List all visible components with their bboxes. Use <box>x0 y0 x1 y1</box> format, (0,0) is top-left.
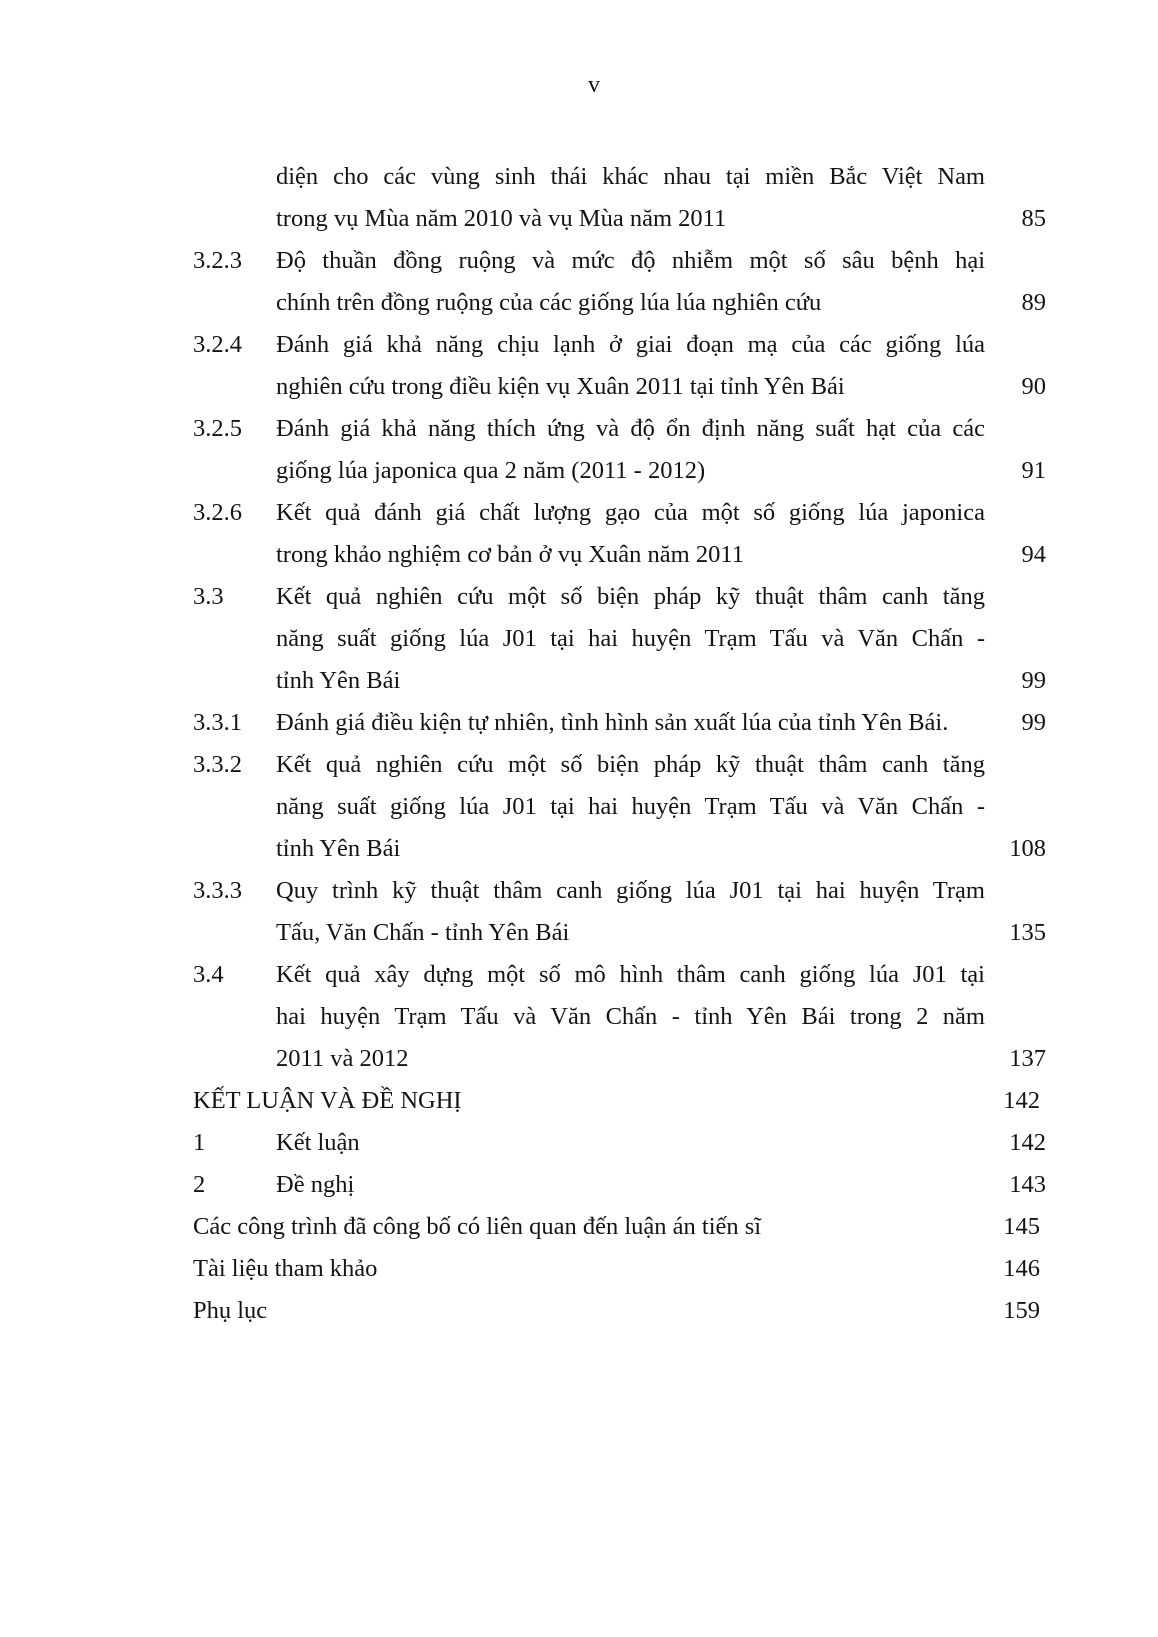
toc-title-line <box>276 996 985 1038</box>
toc-title-line <box>193 1080 1043 1122</box>
toc-section-number: 1 <box>193 1129 206 1156</box>
toc-entry <box>193 1248 1043 1290</box>
toc-entry <box>193 576 1046 702</box>
toc-section-number: 3.3.2 <box>193 751 242 778</box>
toc-title-line <box>276 786 985 828</box>
toc-title-line <box>276 744 985 786</box>
toc-title-line <box>276 1122 1043 1164</box>
toc-section-number: 3.2.3 <box>193 247 242 274</box>
toc-title-text: chính trên đồng ruộng của các giống lúa lúa nghiên cứu <box>276 289 822 316</box>
toc-title-text: Đánh giá khả năng chịu lạnh ở giai đoạn mạ của các giống lúa <box>276 331 985 358</box>
toc-section-number: 3.3 <box>193 583 224 610</box>
toc-title-text: năng suất giống lúa J01 tại hai huyện Trạm Tấu và Văn Chấn - <box>276 625 985 652</box>
toc-page-number: 89 <box>1021 289 1046 316</box>
toc-title-text: hai huyện Trạm Tấu và Văn Chấn - tỉnh Yên Bái trong 2 năm <box>276 1003 985 1030</box>
toc-page-number: 99 <box>1021 709 1046 736</box>
toc-title-text: Kết quả nghiên cứu một số biện pháp kỹ thuật thâm canh tăng <box>276 583 985 610</box>
toc-entry <box>193 1080 1043 1122</box>
toc-page-number: 142 <box>1003 1087 1040 1114</box>
toc-page-number: 137 <box>1009 1045 1046 1072</box>
toc-title-text: trong vụ Mùa năm 2010 và vụ Mùa năm 2011 <box>276 205 727 232</box>
toc-title-line <box>276 492 985 534</box>
toc-title-line <box>276 450 1043 492</box>
toc-title-line <box>193 1248 1043 1290</box>
toc-title-text: KẾT LUẬN VÀ ĐỀ NGHỊ <box>193 1087 462 1114</box>
toc-title-line <box>276 408 985 450</box>
toc-entry <box>193 954 1046 1080</box>
toc-title-line <box>276 156 985 198</box>
toc-page-number: 85 <box>1021 205 1046 232</box>
toc-title-text: Kết quả đánh giá chất lượng gạo của một số giống lúa japonica <box>276 499 985 526</box>
toc-section-number: 3.2.5 <box>193 415 242 442</box>
toc-title-text: Phụ lục <box>193 1297 268 1324</box>
toc-title-text: Đánh giá khả năng thích ứng và độ ổn định năng suất hạt của các <box>276 415 985 442</box>
toc-page-number: 145 <box>1003 1213 1040 1240</box>
toc-page-number: 108 <box>1009 835 1046 862</box>
toc-page-number: 94 <box>1021 541 1046 568</box>
toc-title-text: Kết quả xây dựng một số mô hình thâm canh giống lúa J01 tại <box>276 961 985 988</box>
toc-section-number: 3.3.1 <box>193 709 242 736</box>
toc-title-line <box>193 1206 1043 1248</box>
toc-page-number: 143 <box>1009 1171 1046 1198</box>
toc-title-line <box>276 240 985 282</box>
toc-entry <box>193 1206 1043 1248</box>
toc-entry <box>193 1290 1043 1332</box>
toc-title-line <box>193 1290 1043 1332</box>
toc-page-number: 135 <box>1009 919 1046 946</box>
toc-title-line <box>276 324 985 366</box>
toc-title-line <box>276 912 1043 954</box>
toc-title-text: trong khảo nghiệm cơ bản ở vụ Xuân năm 2011 <box>276 541 744 568</box>
toc-page-number: 142 <box>1009 1129 1046 1156</box>
toc-title-text: tỉnh Yên Bái <box>276 835 401 862</box>
toc-entry <box>193 744 1046 870</box>
toc-title-text: tỉnh Yên Bái <box>276 667 401 694</box>
toc-entry <box>193 1164 1046 1206</box>
toc-title-line <box>276 576 985 618</box>
toc-page-number: 146 <box>1003 1255 1040 1282</box>
toc-section-number: 3.4 <box>193 961 224 988</box>
toc-title-line <box>276 618 985 660</box>
toc-title-text: Tấu, Văn Chấn - tỉnh Yên Bái <box>276 919 570 946</box>
toc-title-line <box>276 1164 1043 1206</box>
toc-page-number: 91 <box>1021 457 1046 484</box>
toc-entry <box>193 702 1046 744</box>
toc-entry <box>193 240 1046 324</box>
toc-title-text: Quy trình kỹ thuật thâm canh giống lúa J01 tại hai huyện Trạm <box>276 877 985 904</box>
toc-title-line <box>276 282 1043 324</box>
toc-title-line <box>276 534 1043 576</box>
toc-title-text: Đánh giá điều kiện tự nhiên, tình hình sản xuất lúa của tỉnh Yên Bái. <box>276 709 949 736</box>
table-of-contents <box>193 156 1046 1332</box>
toc-title-text: giống lúa japonica qua 2 năm (2011 - 2012) <box>276 457 706 484</box>
toc-title-line <box>276 198 1043 240</box>
toc-section-number: 3.2.4 <box>193 331 242 358</box>
toc-title-text: Đề nghị <box>276 1171 355 1198</box>
toc-title-text: diện cho các vùng sinh thái khác nhau tại miền Bắc Việt Nam <box>276 163 985 190</box>
toc-title-text: Các công trình đã công bố có liên quan đến luận án tiến sĩ <box>193 1213 762 1240</box>
toc-section-number: 3.2.6 <box>193 499 242 526</box>
toc-title-line <box>276 660 1043 702</box>
toc-entry <box>193 408 1046 492</box>
toc-title-text: Kết luận <box>276 1129 360 1156</box>
toc-page-number: 99 <box>1021 667 1046 694</box>
toc-page-number: 90 <box>1021 373 1046 400</box>
toc-title-text: năng suất giống lúa J01 tại hai huyện Trạm Tấu và Văn Chấn - <box>276 793 985 820</box>
toc-title-line <box>276 870 985 912</box>
toc-entry <box>193 492 1046 576</box>
toc-entry <box>193 324 1046 408</box>
toc-title-line <box>276 702 1043 744</box>
toc-title-line <box>276 954 985 996</box>
toc-title-text: Tài liệu tham khảo <box>193 1255 378 1282</box>
toc-title-text: nghiên cứu trong điều kiện vụ Xuân 2011 tại tỉnh Yên Bái <box>276 373 845 400</box>
toc-section-number: 3.3.3 <box>193 877 242 904</box>
toc-entry <box>193 1122 1046 1164</box>
toc-title-text: Độ thuần đồng ruộng và mức độ nhiễm một số sâu bệnh hại <box>276 247 985 274</box>
toc-title-text: 2011 và 2012 <box>276 1045 409 1072</box>
toc-entry <box>193 870 1046 954</box>
toc-title-text: Kết quả nghiên cứu một số biện pháp kỹ thuật thâm canh tăng <box>276 751 985 778</box>
toc-title-line <box>276 1038 1043 1080</box>
toc-title-line <box>276 366 1043 408</box>
toc-entry <box>193 156 1046 240</box>
page-number: v <box>588 72 600 98</box>
toc-section-number: 2 <box>193 1171 206 1198</box>
toc-title-line <box>276 828 1043 870</box>
toc-page-number: 159 <box>1003 1297 1040 1324</box>
